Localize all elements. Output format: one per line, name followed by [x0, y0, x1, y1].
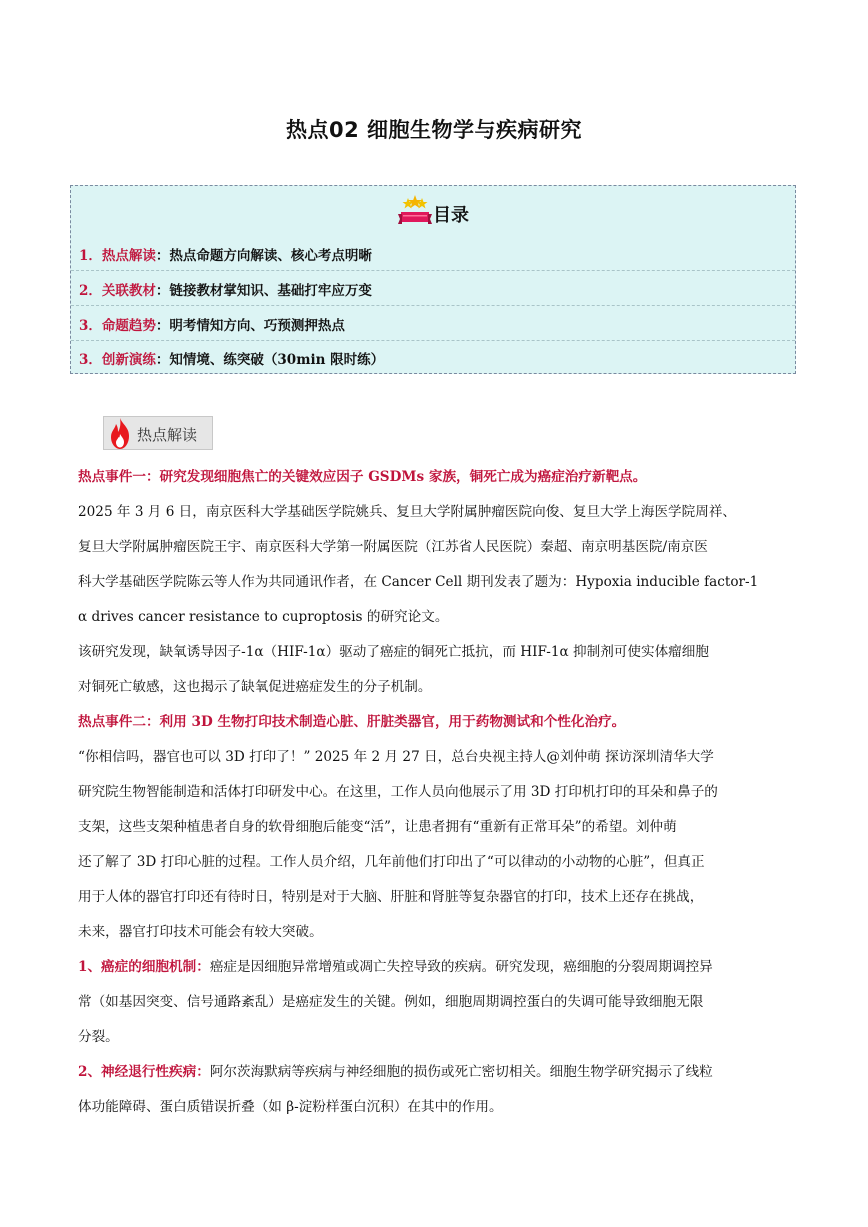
toc-box	[70, 185, 796, 374]
toc-item-key: 热点解读	[101, 248, 156, 264]
toc-divider	[71, 340, 795, 341]
toc-item-4[interactable]	[79, 348, 384, 368]
toc-item-key: 命题趋势	[101, 318, 156, 334]
paragraph-line: 常（如基因突变、信号通路紊乱）是癌症发生的关键。例如，细胞周期调控蛋白的失调可能导致细胞无限	[78, 994, 704, 1010]
stars-ribbon-icon	[397, 194, 433, 230]
article-body	[78, 460, 794, 1125]
page-title: 热点02 细胞生物学与疾病研究	[285, 118, 583, 142]
paragraph-line: 复旦大学附属肿瘤医院王宇、南京医科大学第一附属医院（江苏省人民医院）秦超、南京明基医院/南京医	[78, 539, 708, 555]
toc-item-num: 1．	[79, 248, 102, 264]
toc-item-2[interactable]	[79, 279, 372, 299]
toc-item-sep: ：	[155, 283, 170, 299]
paragraph-line	[78, 950, 794, 985]
paragraph-line: 2025 年 3 月 6 日，南京医科大学基础医学院姚兵、复旦大学附属肿瘤医院向俊、复旦大学上海医学院周祥、	[78, 504, 737, 520]
toc-item-num: 3．	[79, 352, 102, 368]
event-1-title: 热点事件一：研究发现细胞焦亡的关键效应因子 GSDMs 家族，铜死亡成为癌症治疗新靶点。	[78, 469, 647, 485]
toc-item-desc: 知情境、练突破（30min 限时练）	[169, 352, 385, 368]
toc-item-3[interactable]	[79, 314, 345, 334]
paragraph-line: 支架，这些支架种植患者自身的软骨细胞后能变“活”，让患者拥有“重新有正常耳朵”的希望。刘仲萌	[78, 819, 677, 835]
paragraph-line: 体功能障碍、蛋白质错误折叠（如 β-淀粉样蛋白沉积）在其中的作用。	[78, 1099, 503, 1115]
toc-item-key: 创新演练	[101, 352, 156, 368]
paragraph-line: 未来，器官打印技术可能会有较大突破。	[78, 924, 323, 940]
paragraph-line: “你相信吗，器官也可以 3D 打印了！” 2025 年 2 月 27 日，总台央视主持人@刘仲萌 探访深圳清华大学	[78, 749, 714, 765]
flame-icon	[106, 417, 134, 451]
toc-divider	[71, 305, 795, 306]
toc-item-sep: ：	[155, 248, 170, 264]
paragraph-line: 用于人体的器官打印还有待时日，特别是对于大脑、肝脏和肾脏等复杂器官的打印，技术上还存在挑战，	[78, 889, 704, 905]
event-2-title: 热点事件二：利用 3D 生物打印技术制造心脏、肝脏类器官，用于药物测试和个性化治疗。	[78, 714, 626, 730]
paragraph-line: 还了解了 3D 打印心脏的过程。工作人员介绍，几年前他们打印出了“可以律动的小动物的心脏”，但真正	[78, 854, 705, 870]
toc-item-desc: 热点命题方向解读、核心考点明晰	[169, 248, 372, 264]
paragraph-line: 分裂。	[78, 1029, 119, 1045]
paragraph-text: 癌症是因细胞异常增殖或凋亡失控导致的疾病。研究发现，癌细胞的分裂周期调控异	[209, 959, 713, 975]
paragraph-line: 科大学基础医学院陈云等人作为共同通讯作者，在 Cancer Cell 期刊发表了题为：Hypoxia inducible factor-1	[78, 574, 759, 590]
paragraph-line: α drives cancer resistance to cuproptosis 的研究论文。	[78, 609, 449, 625]
toc-item-num: 2．	[79, 283, 102, 299]
toc-header	[71, 194, 795, 234]
toc-title: 目录	[433, 205, 469, 226]
paragraph-text: 阿尔茨海默病等疾病与神经细胞的损伤或死亡密切相关。细胞生物学研究揭示了线粒	[209, 1064, 713, 1080]
paragraph-line: 该研究发现，缺氧诱导因子-1α（HIF-1α）驱动了癌症的铜死亡抵抗，而 HIF-1α 抑制剂可使实体瘤细胞	[78, 644, 709, 660]
knowledge-2-title: 2、神经退行性疾病：	[78, 1064, 210, 1080]
knowledge-1-title: 1、癌症的细胞机制：	[78, 959, 210, 975]
section-tag-label: 热点解读	[137, 426, 198, 444]
toc-item-sep: ：	[155, 352, 170, 368]
toc-divider	[71, 270, 795, 271]
toc-item-sep: ：	[155, 318, 170, 334]
toc-item-desc: 明考情知方向、巧预测押热点	[169, 318, 345, 334]
toc-item-key: 关联教材	[101, 283, 156, 299]
paragraph-line: 对铜死亡敏感，这也揭示了缺氧促进癌症发生的分子机制。	[78, 679, 432, 695]
paragraph-line: 研究院生物智能制造和活体打印研发中心。在这里，工作人员向他展示了用 3D 打印机打印的耳朵和鼻子的	[78, 784, 718, 800]
toc-item-desc: 链接教材掌知识、基础打牢应万变	[169, 283, 372, 299]
toc-item-1[interactable]	[79, 244, 372, 264]
section-tag-hot-topics	[103, 416, 213, 450]
toc-item-num: 3．	[79, 318, 102, 334]
paragraph-line	[78, 1055, 794, 1090]
